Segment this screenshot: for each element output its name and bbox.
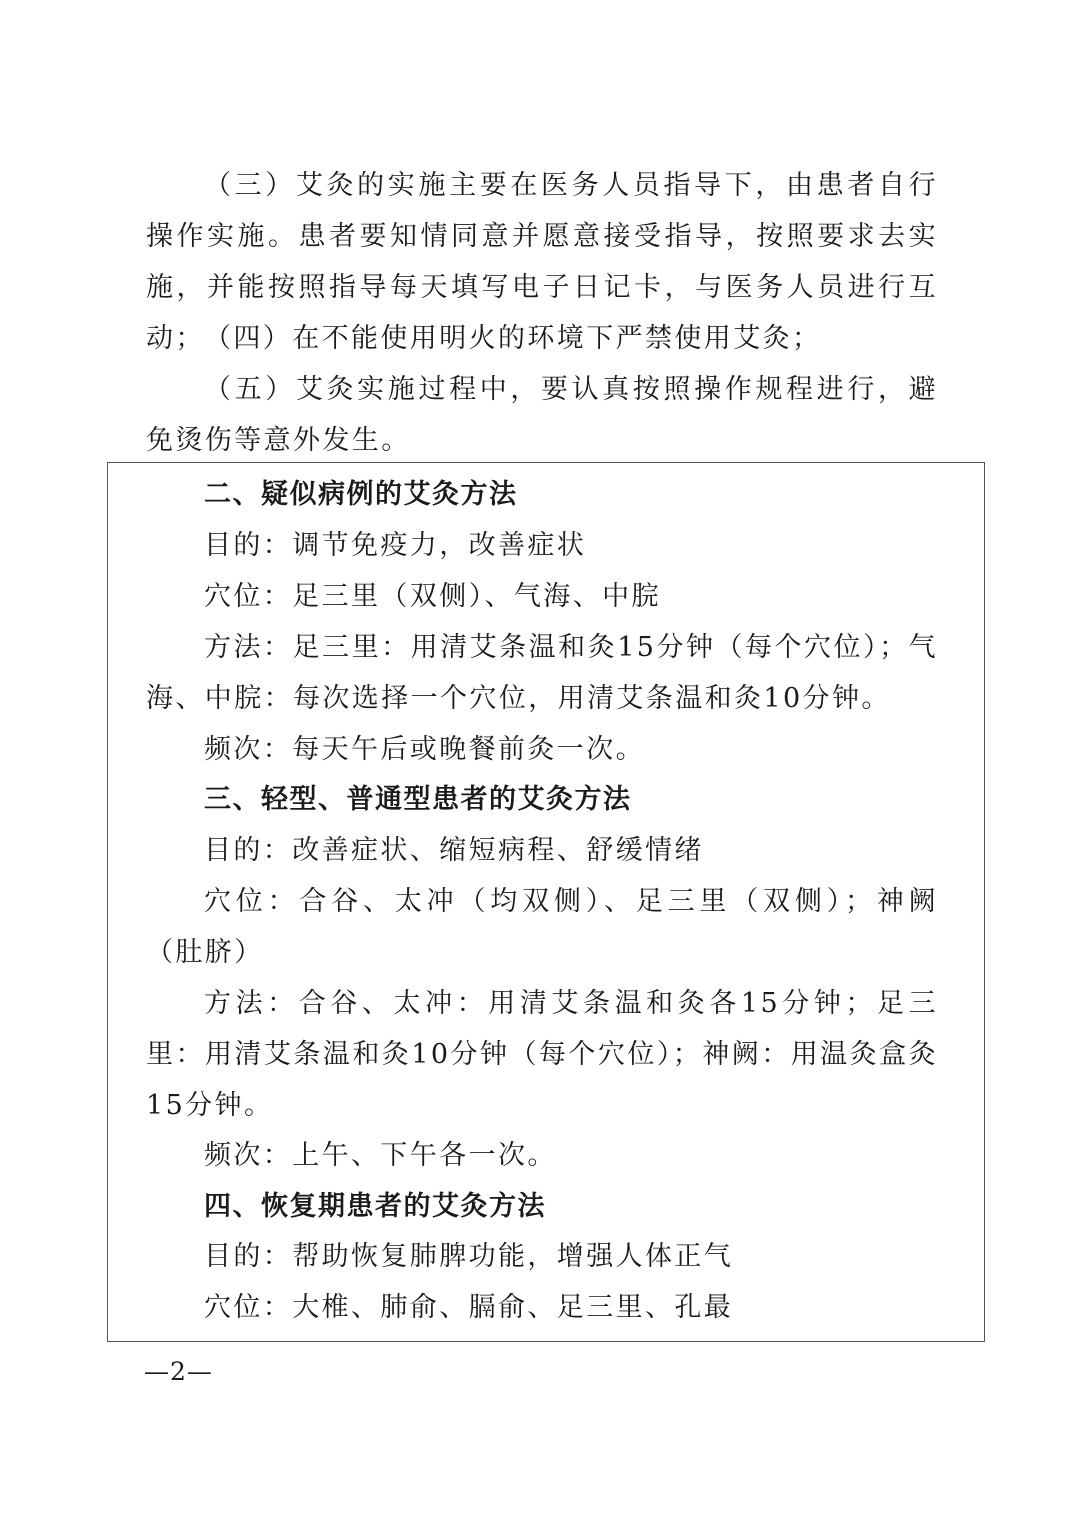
mild-purpose: 目的：改善症状、缩短病程、舒缓情绪	[204, 835, 704, 866]
suspected-purpose: 目的：调节免疫力，改善症状	[204, 530, 587, 561]
suspected-points: 穴位：足三里（双侧）、气海、中脘	[204, 581, 661, 612]
paragraph-item-3: （三）艾灸的实施主要在医务人员指导下，由患者自行操作实施。患者要知情同意并愿意接受指导，按照要求去实施，并能按照指导每天填写电子日记卡，与医务人员进行互动；	[146, 170, 938, 354]
methods-box	[107, 462, 985, 1342]
mild-points: 穴位：合谷、太冲（均双侧）、足三里（双侧）；神阙（肚脐）	[146, 886, 938, 968]
mild-method: 方法：合谷、太冲：用清艾条温和灸各15分钟；足三里：用清艾条温和灸10分钟（每个穴位）；神阙：用温灸盒灸15分钟。	[146, 988, 938, 1121]
section-heading-suspected: 二、疑似病例的艾灸方法	[204, 479, 518, 510]
suspected-frequency: 频次：每天午后或晚餐前灸一次。	[204, 734, 645, 765]
page-number: —2—	[144, 1357, 213, 1386]
section-heading-recovery: 四、恢复期患者的艾灸方法	[204, 1191, 546, 1222]
mild-frequency: 频次：上午、下午各一次。	[204, 1140, 557, 1171]
paragraph-item-4: （四）在不能使用明火的环境下严禁使用艾灸；	[204, 323, 822, 354]
recovery-purpose: 目的：帮助恢复肺脾功能，增强人体正气	[204, 1241, 734, 1272]
suspected-method: 方法：足三里：用清艾条温和灸15分钟（每个穴位）；气海、中脘：每次选择一个穴位，用清艾条温和灸10分钟。	[146, 632, 938, 714]
paragraph-item-5: （五）艾灸实施过程中，要认真按照操作规程进行，避免烫伤等意外发生。	[146, 374, 938, 456]
section-heading-mild: 三、轻型、普通型患者的艾灸方法	[204, 784, 632, 815]
recovery-points: 穴位：大椎、肺俞、膈俞、足三里、孔最	[204, 1292, 734, 1323]
